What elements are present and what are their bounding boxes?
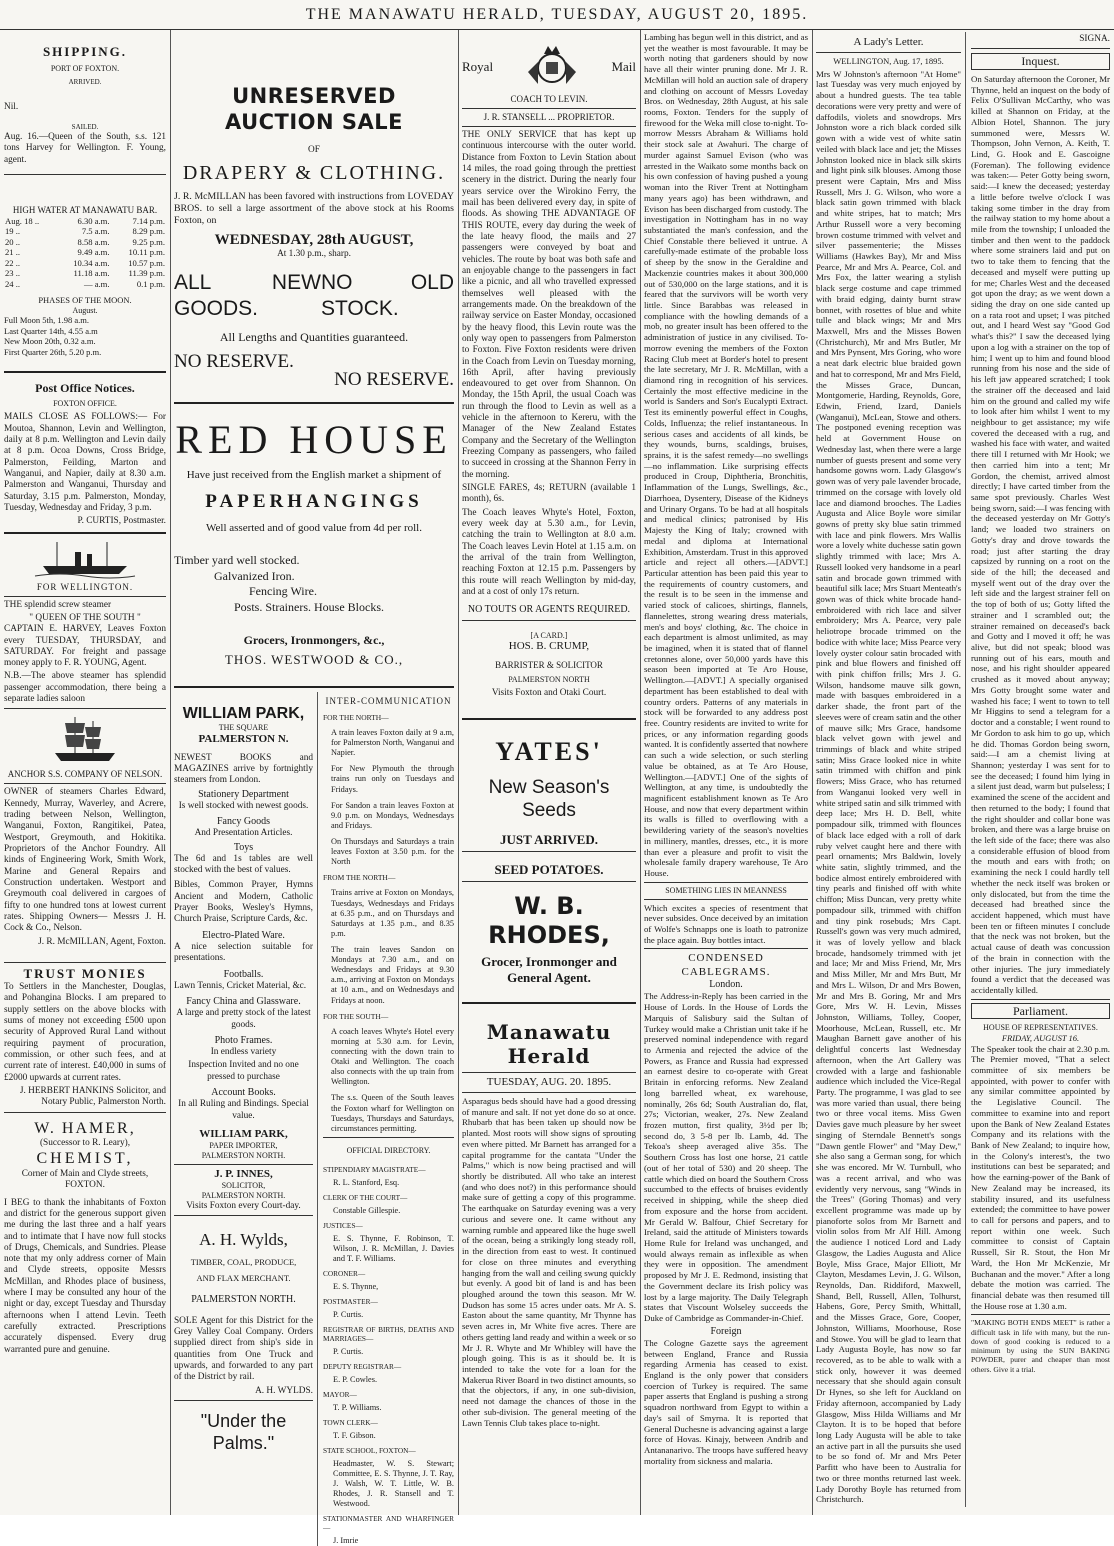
meanness-text: Which excites a species of resentment that never subsides. Once deceived by an imitation of Wolfe's Schnapps one is loath to patronize the place again. Buy bottles intact. — [644, 902, 808, 945]
wp-heading-10: Account Books. — [211, 1087, 276, 1099]
high-water-row — [4, 279, 166, 289]
foreign-heading: Foreign — [710, 1325, 742, 1337]
column-4 — [640, 32, 812, 1512]
ic-text-3: For Sandon a train leaves Foxton at 9.0 p.m. on Mondays, Wednesdays and Fridays. — [331, 800, 454, 830]
auction-of: OF — [308, 145, 320, 156]
directory-entry: REGISTRAR OF BIRTHS, DEATHS AND MARRIAGES— — [323, 1324, 454, 1343]
post-office-text: MAILS CLOSE AS FOLLOWS:— For Moutoa, Shannon, Levin and Wellington, daily at 8 p.m. Wellington and Levin daily at 8 p.m. Ocoa Downs, Cross Bridge, Palmerston, Feilding, Marton and Wanganui, and Napier, daily at 8.30 a.m. Palmerston and Wanganui, Thursday and Saturday, 3.15 p.m. Palmerston, Monday, Tuesday, Wednesday and Friday, 3 p.m. — [4, 412, 166, 513]
directory-entry: R. L. Stanford, Esq. — [333, 1177, 400, 1187]
trust-monies-heading: TRUST MONIES — [23, 966, 147, 982]
directory-entry: J. Imrie — [333, 1535, 359, 1545]
red-house-heading: RED HOUSE — [175, 417, 453, 463]
wp-heading-3: Toys — [233, 841, 254, 853]
high-water-cell: 7.5 a.m. — [81, 226, 110, 237]
hamer-heading: W. HAMER, — [34, 1119, 136, 1137]
william-park-heading: WILLIAM PARK, — [182, 704, 305, 722]
royal-mail-header — [462, 42, 636, 92]
directory-entry: T. P. Williams. — [333, 1402, 382, 1412]
directory-entry: Constable Gillespie. — [333, 1205, 401, 1215]
wylds-trade: TIMBER, COAL, PRODUCE, — [190, 1256, 297, 1267]
william-park-town: PALMERSTON N. — [198, 733, 289, 746]
steamer-note: N.B.—The above steamer has splendid passenger accommodation, there being a separate ladies saloon — [4, 671, 166, 705]
meanness-heading: SOMETHING LIES IN MEANNESS — [665, 885, 787, 895]
steamer-name: " QUEEN OF THE SOUTH " — [29, 612, 141, 623]
masthead — [0, 0, 1114, 30]
local-news-continued: Lambing has begun well in this district, and as yet the weather is most favourable. It may be worth noting that gardeners should by now have all their winter pruning done. Mr J. R. McMillan will hold an auction sale of drapery and clothing on account of Messrs Loveday Bros. on Wednesday, 28th August, at his sale rooms, Foxton. Tenders for the supply of firewood for the Weka mill close to-night. To-morrow Messrs Abraham & Williams hold their stock sale at Awahuri. The charge of murder against Samuel Evison (who was arrested in the Waikato some months back on his own confession of having pushed a young woman into the River Trent at Nottingham many years ago) has been withdrawn, and Evison has been discharged from custody. The investigation in Nottingham has in no way substantiated the man's confession, and the Chief Constable there believed it untrue. A carefully-made estimate of the probable loss of sheep by the snow in the Geraldine and Mackenzie countries makes it about 300,000 out of 530,000 on the large stations, and it is feared that the survivors will be worth very little. Since Barabbas was released in compliance with the howling demands of a mob, no greater insult has been offered to the administration of justice in any civilised. To-morrow evening the members of the Foxton Racing Club meet at Border's hotel to present the late secretary, Mr J. R. McMillan, with a diamond ring in recognition of his services. Certainly the most effective medicine in the world is Sanders and Son's Eucalypti Extract. Test its eminently powerful effect in Coughs, Colds, Influenza; the relief instantaneous. In serious cases and accidents of all kinds, be they wounds, burns, scaldings, bruises, sprains, it is the safest remedy—no swellings—no inflammation. Like surprising effects produced in Croup, Diphtheria, Bronchitis, Inflammation of the Lungs, Swellings, &c., Diarrhoea, Dysentery, Disease of the Kidneys and Urinary Organs. To be had at all hospitals and medical clinics; patronised by His Majesty the King of Italy; crowned with medal and diploma at International Exhibition, Amsterdam. Trust in this approved article and reject all others.—[ADVT.] Particular attention has been paid this year to the requirements of country customers, and the result is to be seen in the immense and varied stock of calicoes, shirtings, flannels, flannelettes, strong wearing dress materials, men's and boys' clothing, &c. The choice in each department is almost unlimited, as may be imagined, when it is stated that of flannel cretonnes alone, over 50,000 yards have this season been imported at Te Aro House, Wellington.—[ADVT.] A specially organised department has been established to deal with country orders. Patterns of any materials in stock will be forwarded to any address post free. Country residents are invited to write for prices, or any information regarding goods wanted. It is confidently asserted that nowhere can such a wide selection, or such sterling value be obtained, as at Te Aro House, Wellington.—[ADVT.] One of the sights of Wellington, at any time, is undoubtedly the magnificent establishment known as Te Aro House, and now that every department within its walls is filled to overflowing with a bewildering variety of the season's novelties in millinery, mantles, dresses, etc., it is more than ever a pleasure and profit to visit the wholesale family drapery warehouse, Te Aro House. — [644, 32, 808, 879]
high-water-row — [4, 258, 166, 268]
high-water-cell: 10.57 p.m. — [128, 257, 165, 268]
from-the-north-heading: FROM THE NORTH— — [323, 873, 396, 883]
ic-text-2: For New Plymouth the through trains run only on Tuesdays and Fridays. — [331, 764, 454, 794]
royal-label: Royal — [462, 59, 494, 75]
official-directory-heading: OFFICIAL DIRECTORY. — [346, 1145, 431, 1155]
high-water-cell: Aug. 18 .. — [5, 215, 40, 226]
wp-text-9: Inspection Invited and no one pressed to purchase — [188, 1060, 299, 1082]
high-water-cell: 24 .. — [5, 278, 21, 289]
column-5 — [812, 32, 1114, 1512]
wp-heading-7: Fancy China and Glassware. — [186, 996, 301, 1008]
lengths-label: All Lengths and Quantities guaranteed. — [219, 329, 409, 344]
parliament-text: The Speaker took the chair at 2.30 p.m. The Premier moved, "That a select committee of six members be appointed, with power to confer with any similar committee appointed by the Legislative Council. The committee to examine into and report upon the Bank of New Zealand Estates Company and its relations with the Bank of New Zealand; to inquire how, in the Colony's interest's, the two institutions can best be separated; and how the earning-power of the Bank of New Zealand may be increased, its stability insured, and its usefulness extended; the committee to have power to call for persons and papers, and to report within one week. Such committee to consist of Captain Russell, Sir R. Stout, the Hon Mr Ward, the Hon Mr McKenzie, Mr Buchanan and the mover." After a long debate the motion was carried. The financial debate was then resumed till the House rose at 1.30 a.m. — [971, 1043, 1110, 1311]
ic-text-1: A train leaves Foxton daily at 9 a.m, for Palmerston North, Wanganui and Napier. — [331, 727, 454, 758]
ic-text-6: The train leaves Sandon on Mondays at 7.30 a.m., and on Wednesdays and Fridays at 9.30 a.m., arriving at Foxton on Mondays at 10 a.m., and on Wednesdays and Fridays at noon. — [331, 944, 454, 1005]
directory-entry: Headmaster, W. S. Stewart; Committee, E. S. Thynne, J. T. Ray, J. Walsh, W. T. Little, W. B. Rhodes, J. R. Stansell and T. Westwood. — [333, 1458, 454, 1509]
ic-text-8: The s.s. Queen of the South leaves the Foxton wharf for Wellington on Tuesdays, Thursdays and Saturdays, circumstances permitting. — [331, 1093, 454, 1133]
william-park-square: THE SQUARE — [218, 723, 269, 733]
wylds-town: PALMERSTON NORTH. — [191, 1293, 296, 1305]
high-water-cell: 10.34 a.m. — [73, 257, 110, 268]
high-water-cell: 6.30 a.m. — [77, 215, 110, 226]
high-water-row — [4, 237, 166, 247]
red-house-price: Well asserted and of good value from 4d per roll. — [206, 521, 422, 534]
card-label: [A CARD.] — [530, 630, 568, 640]
mail-label: Mail — [611, 59, 636, 75]
anchor-heading: ANCHOR S.S. COMPANY OF NELSON. — [7, 769, 163, 780]
moon-heading: PHASES OF THE MOON. — [38, 295, 132, 306]
masthead-title: THE MANAWATU HERALD, TUESDAY, AUGUST 20, 1895. — [305, 6, 809, 23]
high-water-cell: 9.25 p.m. — [132, 236, 165, 247]
auction-time: At 1.30 p.m., sharp. — [277, 249, 351, 260]
coach-fares: SINGLE FARES, 4s; RETURN (available 1 month), 6s. — [462, 483, 636, 505]
sun-baking-powder-ad: "MAKING BOTH ENDS MEET" is rather a difficult task in life with many, but the run-down of good cooking is reduced to a minimum by using the SUN BAKING POWDER, purer and cheaper than most others. Give it a trial. — [971, 1318, 1110, 1374]
high-water-cell: 0.1 p.m. — [136, 278, 165, 289]
wp-text-8: In endless variety — [210, 1047, 277, 1058]
high-water-cell: 8.58 a.m. — [77, 236, 110, 247]
directory-entry: STATE SCHOOL, FOXTON— — [323, 1445, 416, 1455]
lady-letter-text: Mrs W Johnston's afternoon "At Home" last Tuesday was very much enjoyed by about a hundred guests. The tea table decorations were very pretty and were of daffodils, violets and snowdrops. Mrs Johnston wore a rich black corded silk gown with a wide vest of white satin veiled with black lace and jet; the Misses Johnston looked nice in black silk skirts and light pink silk blouses. Among those present were Captain, Mrs and Miss Russell, Mrs J. G. Wilson, who wore a black satin gown trimmed with black and white stripes, hat to match; Mrs Arthur Russell wore a very becoming brown costume trimmed with velvet and silver passementerie; the Misses Williams (Hawkes Bay), Mr and Miss Pearce, Mr and Mrs A. Pearce, Col. and Mrs Fox, the latter wearing a stylish black serge costume and cape trimmed with braid edging, dainty burnt straw bonnet, with rosettes of blue and white tulle and black wings; Mr and Mrs Maxwell, Mrs and the Misses Bowen (Christchurch), Mr and Mrs Butler, Mr and Mrs Pynsent, Mrs Goring, who wore a neat dark electric blue braided gown and hat to correspond, Mr and Mrs Field, the Misses Grace, Duncan, Montgomerie, Harding, Reynolds, Gore, Edwin, Friend, Izard, Daniels (Wanganui), McLean, Stowe and others. The postponed evening reception was held at Government House on Wednesday last, when there were a large number of guests present and some very handsome gowns worn. Lady Glasgow's gown was of very pale lavender brocade, trimmed on the corsage with lovely old lace and diamond brooches. The Ladies Augusta and Alice Boyle wore similar gowns of pretty sky blue satin trimmed with lace and pink flowers. Mrs Wallis wore a lovely white duchesse satin gown slightly trimmed with lace; Mrs A. Russell looked very handsome in a pearl satin and brocade gown trimmed with beautiful silk lace; Mrs Stuart Menteath's gown was of thick white brocade hand-embroidered with rich lace and silver embroidery; Mrs A. Pearce, very pale heliotrope brocade trimmed on the bodice with white lace; Miss Pearce very lovely oyster colour satin brocaded with pink and blue flowers and finished off with pink chiffon frills; Mrs J. G. Wilson, handsome mauve silk gown, made with basques embroidered in a darker shade, the front part of the sleeves were of cream satin and the other of mauve silk; Mrs Grace, handsome black velvet gown with jewel and trimmings of black and white striped satin; Miss Grace looked nice in white satin trimmed with chiffon and pink flowers; Miss Grace, who has returned from Wanganui looked very well in white striped satin and silk trimmed with deep lace; Mrs H. D. Bell, white pompadour silk, trimmed with flounces of black lace edged with a roll of dark ruby velvet caught here and there with pearl ornaments; Mrs Baldwin, lovely white satin, slightly trimmed, and the bodice almost entirely embroidered with tiny pearls and finished off with white chiffon; Miss Duncan, very pretty white pompadour silk, trimmed with chiffon and tiny pink rosebuds; Mrs Capt. Russell's gown was very much admired, it was of lovely yellow and black brocade, handsomely trimmed with jet and lace; Mr and Miss Friend, Mr, Mrs and Miss Miller, Mr and Mrs Butt, Mr and Mrs L. Wilson, Dr and Mrs Bowen, Mr and Mrs B. Goring, Mr and Mrs Gore, Mrs W. H. Levin, Misses Johnston, Williams, Tolley, Cooper, Moorhouse, McLean, Russell, etc. Mr Maughan Barnett gave another of his delightful concerts last Wednesday afternoon, when the Art Gallery was crowded with a large and fashionable audience which included the Vice-Regal Party. The programme, I was glad to see was more varied than usual, there being two or three vocal items. Miss Gwen Davies gave much pleasure by her sweet singing of Sterndale Bennett's songs "Dawn gentle Flower" and "May Dew," she also sang a German song, for which she was encored. Mr W. Turnbull, who was a recent arrival, and who was evidently very nervous, sang "Winds in the Trees" (Goring Thomas) and very excellent programme was made up by pianoforte solos from Mr Barnett and violin solos from Mr Alf Hill. Among the audience I noticed Lord and Lady Glasgow, the Ladies Augusta and Alice Boyle, Miss Grace, Major Elliott, Mr Clayton, Mesdames Levin, J. G. Wilson, Reynolds, Dan. Riddiford, Maxwell, Shand, Bell, Russell, Allen, Tolhurst, Habens, Gore, Percy Smith, Whittall, and the Misses Grace, Gore, Cooper, Johnston, Williams, Moorhouse, Rose and Stowe. You will be glad to learn that Lady Augusta Boyle, has now so far recovered, as to be able to walk with a stick only, however it was deemed necessary that she should again consult Dr Hynes, so she left for Auckland on Friday afternoon, accompanied by Lady Glasgow, Miss Hilda Williams and Mr Clayton. It is to be hoped that before long Lady Augusta will be able to take an active part in all the pursuits she used to be so fond of. Mr and Mrs Peter Parfitt who have been to Australia for two or three months returned last week. Lady Dorothy Boyle has returned from Christchurch. — [816, 68, 961, 1505]
william-park-ad — [174, 692, 318, 1546]
directory-entry: CLERK OF THE COURT— — [323, 1192, 408, 1202]
wp-text-3: The 6d and 1s tables are well stocked with the best of values. — [174, 853, 313, 876]
steamer-text: CAPTAIN E. HARVEY, Leaves Foxton every TUESDAY, THURSDAY, and SATURDAY. For freight and passage money apply to F. R. YOUNG, Agent. — [4, 624, 166, 669]
ic-text-7: A coach leaves Whyte's Hotel every morning at 5.30 a.m. for Levin, connecting with the down train to Otaki and Wellington. The coach also connects with the up train from Wellington. — [331, 1026, 454, 1087]
under-the-palms: "Under the Palms." — [200, 1411, 287, 1453]
for-the-north-heading: FOR THE NORTH— — [323, 712, 389, 722]
moon-phases — [4, 315, 166, 356]
seeds-heading: New Season's Seeds — [488, 776, 610, 821]
shipping-heading: SHIPPING. — [42, 44, 128, 59]
directory-entry: P. Curtis. — [333, 1309, 364, 1319]
steamer-intro: THE splendid screw steamer — [4, 599, 112, 610]
inquest-text: On Saturday afternoon the Coroner, Mr Thynne, held an inquest on the body of Felix O'Sullivan McCarthy, who was killed at Shannon on Friday, at the Albion Hotel, Shannon. The jury summoned were, Messrs W. Thompson, John Vernon, A. Keith, T. Lind, G. Hook and E. Gascoigne (Foreman). The following evidence was taken:— Peter Gotty being sworn, said:—I knew the deceased; yesterday a little before twelve o'clock I was taking some timber in the dray from the railway station to my home about a mile from the township; I unloaded the timber and then went to the paddock where some strainers laid and put on two to take them to fencing that the deceased and myself were putting up for me; Charles West and the deceased got upon the dray; as we went down a siding the dray on one side canted up on a rata root and upset; I was pitched out, and I heard West say "Good God what's this?" I saw the deceased lying upon a log with a strainer on the top of him; I went up to him and found blood running from his nose and the side of his left jaw appeared scratched; I took the strainer off the deceased and laid him on the ground and called my wife to look after him whilst I went to my neighbour to get assistance; my wife covered the deceased with a rug, and washed his face with water, and waited there till I returned with Mr Hook; we then carried him into a tent; Mr Gordon, the chemist, arrived almost directly; I have carted timber from the same spot previously. Charles West being sworn, said:—I was fencing with the deceased yesterday on Mr Gotty's land; we loaded two strainers on Gotty's dray and drove towards the road; just after starting the dray capsized by running on a root on the side of the hill; the deceased and myself went out of the dray over the left side and the largest strainer fell on the top of both of us; Gotty lifted the strainer and I scrambled out; the strainer remained on deceased's back and Gotty and I moved it off; he was alive, but did not speak; blood was running out of his ears, mouth and nose, and his right shoulder appeared crushed as it moved about anyway; Mrs Gotty brought some water and washed his face; I went to town to tell Mr Higgins to send a telegram for a doctor and a constable; I went round to Mr Gordon to ask him to go up, which he did. Thomas Gordon being sworn, said:—I am a chemist living at Shannon; yesterday I was sent for to see the deceased; I found him lying in a silent just dead, warm but pulseless; I examined the scene of the accident and then returned to the body; I found that the right shoulder and collar bone was broken, and there was a large bruise on the left side of the face; there was also a considerable effusion of blood from the mouth and ears with froth; on examining the neck I could hardly tell whether the neck itself was broken or only dislocated, but from the time the deceased had breathed since the accident happened, which must have been ten or fifteen minutes I conclude that the neck was not broken, but the actual cause of death was concussion of the brain in connection with the other injuries. The jury immediately found a verdict that the deceased was accidentally killed. — [971, 73, 1110, 996]
directory-entry: DEPUTY REGISTRAR— — [323, 1361, 402, 1371]
high-water-cell: 20 .. — [5, 236, 21, 247]
innes-visits: Visits Foxton every Court-day. — [186, 1200, 301, 1211]
high-water-row — [4, 216, 166, 226]
anchor-signature: J. R. McMILLAN, Agent, Foxton. — [38, 936, 166, 947]
timber-line-4: Posts. Strainers. House Blocks. — [234, 599, 384, 614]
wp-signature-3: PALMERSTON NORTH. — [201, 1151, 286, 1161]
directory-entry: P. Curtis. — [333, 1346, 364, 1356]
directory-entry: TOWN CLERK— — [323, 1417, 378, 1427]
anchor-text: OWNER of steamers Charles Edward, Kennedy, Murray, Waverley, and Acrere, trading between Nelson, Wellington, Wanganui, Foxton, Rangitikei, Patea, Westport, Greymouth, and Hokitika. Proprietors of the Anchor Foundry. All kinds of Engineering Work, Smith Work, Marine and General Repairs and Construction undertaken. Westport and Greymouth coal delivered in cargoes of fifty to one hundred tons at lowest current rates. Shipping Owners— Messrs J. H. Cock & Co., Nelson. — [4, 787, 166, 934]
ic-text-5: Trains arrive at Foxton on Mondays, Tuesdays, Wednesdays and Fridays at 6.35 p.m., and on Thursdays and Saturdays at 1.35 p.m., and 8.35 p.m. — [331, 888, 454, 938]
auction-text: J. R. McMILLAN has been favored with instructions from LOVEDAY BROS. to sell a large assortment of the above stock at his Rooms Foxton, on — [174, 190, 454, 226]
royal-crest-icon — [522, 42, 582, 92]
westwood-label: THOS. WESTWOOD & CO., — [224, 652, 404, 667]
coach-text-2: The Coach leaves Whyte's Hotel, Foxton, every week day at 5.30 a.m., for Levin, catching the train to Wellington at 8.0 a.m. The Coach leaves Levin Hotel at 1.15 a.m. on the arrival of the train from Wellington, reaching Foxton at 12.15 p.m. Passengers by this route will reach Wellington by mid-day, and at a cost of only 17s return. — [462, 507, 636, 598]
directory-entry: MAYOR— — [323, 1389, 357, 1399]
trust-monies-text: To Settlers in the Manchester, Douglas, and Pohangina Blocks. I am prepared to supply settlers on the above blocks with sums of money not exceeding £500 upon security of Approved Rural Land without requiring payment of procuration, commission, or other such fees, and at current rate of interest. £40,000 in sums of £2000 upwards at current rates. — [4, 981, 166, 1083]
sailed-heading: SAILED. — [71, 123, 99, 132]
high-water-heading: HIGH WATER AT MANAWATU BAR. — [12, 204, 158, 215]
coach-text: THE ONLY SERVICE that has kept up continuous intercourse with the outer world. Distance from Foxton to Levin Station about 14 miles, the road going through the prettiest scenery in the district. During the nearly four years service over the Wirokino Ferry, the mail has been delivered every day, in spite of floods. As showing THE ADVANTAGE OF THIS ROUTE, every day during the week of the late heavy flood, the mails and 27 passengers were conveyed by boat and vehicles. The route by boat was both safe and an enjoyable change to the passengers in fact like a picnic, and all who travelled expressed themselves well pleased with the arrangements made. On the breakdown of the railway service on Easter Monday, occasioned by the heavy flood, this Levin route was the only way open to passengers from Palmerston to Foxton. Five Foxton residents were driven in the Coach from Levin on Tuesday morning, 16th April, after having previously endeavoured to get over from Shannon. On Monday, the 15th April, the usual Coach was run through the flood to Levin as well as a vehicle in the afternoon to Kereru, with the Manager of the New Zealand Estates Company and the Secretary of the Wellington Freezing Company as passengers, who failed to succeed in crossing at the Shannon Ferry in the morning. — [462, 129, 636, 480]
moon-month: August. — [72, 305, 98, 315]
high-water-cell: — a.m. — [83, 278, 110, 289]
cablegrams-heading: CONDENSED CABLEGRAMS. — [681, 952, 771, 978]
yates-heading: YATES' — [495, 736, 603, 766]
wp-text-10: In all Ruling and Bindings. Special value. — [178, 1099, 309, 1121]
paperhangings-heading: PAPERHANGINGS — [205, 491, 423, 513]
timber-line-3: Fencing Wire. — [249, 584, 317, 599]
red-house-sub: Have just received from the English market a shipment of — [186, 469, 442, 482]
high-water-cell: 21 .. — [5, 247, 21, 258]
wp-heading-5: Electro-Plated Ware. — [202, 929, 285, 941]
rhodes-heading: W. B. RHODES, — [488, 891, 610, 949]
wylds-merchant: AND FLAX MERCHANT. — [196, 1273, 291, 1284]
no-touts: NO TOUTS OR AGENTS REQUIRED. — [467, 604, 631, 616]
inter-communication — [318, 692, 454, 1546]
inquest-heading: Inquest. — [971, 53, 1110, 70]
high-water-row — [4, 226, 166, 236]
lady-letter-date: WELLINGTON, Aug. 17, 1895. — [833, 56, 944, 67]
high-water-cell: 10.11 p.m. — [128, 247, 165, 258]
high-water-row — [4, 268, 166, 278]
moon-phase-item: First Quarter 26th, 5.20 p.m. — [4, 346, 102, 357]
for-wellington-heading: FOR WELLINGTON. — [36, 581, 134, 592]
london-text: The Address-in-Reply has been carried in the House of Lords. In the House of Lords the Marquis of Salisbury said the Sultan of Turkey would make a Christian unit take if he preserved nominal independence with regard to Armenia and rejected the advice of the Powers, as France and Russia had expressed an earnest desire to co-operate with Great Britain in enforcing reforms. New Zealand long barrelled wheat, ex warehouse, nominally, 26s 6d; South Australian do, flat, 27s; Victorian, weaker, 27s. New Zealand frozen mutton, first quality, 3½d per lb; second do, 3 5-8 per lb. Lamb, 4d. The Tekoa's sheep averaged alive 35s. The Southern Cross has lost one horse, 21 cattle (out of her total of 530) and 20 sheep. The cattle which died on board the Southern Cross succumbed to the effects of bruises evidently received in shipping, while the sheep died from exposure and the horse from accident. Mr Gerald W. Balfour, Chief Secretary for Ireland, said the attitude of Ministers towards Home Rule for Ireland was unchanged, and would always remain as inflexible as when they were in opposition. The amendment proposed by Mr J. E. Redmond, insisting that the Government declare its Irish policy was lost by a large majority. The Daily Telegraph states that Viscount Wolseley succeeds the Duke of Cambridge as Commander-in-Chief. — [644, 991, 808, 1323]
wp-heading-8: Photo Frames. — [214, 1034, 273, 1046]
high-water-table — [4, 216, 166, 289]
high-water-cell: 11.39 p.m. — [128, 268, 165, 279]
crump-town: PALMERSTON NORTH — [508, 674, 590, 684]
innes-heading: J. P. INNES, — [214, 1167, 273, 1180]
parliament-date: FRIDAY, AUGUST 16. — [1001, 1033, 1080, 1044]
crump-title: BARRISTER & SOLICITOR — [495, 659, 603, 670]
no-reserve-1: NO RESERVE. — [174, 351, 294, 373]
arrived-heading: ARRIVED. — [68, 77, 102, 86]
directory-entry: E. S. Thynne, F. Robinson, T. Wilson, J. R. McMillan, J. Davies and T. F. Williams. — [333, 1233, 454, 1263]
wp-text-4: Bibles, Common Prayer, Hymns Ancient and Modern, Catholic Prayer Books, Wesley's Hymns, Church Praise, Scripture Cards, &c. — [174, 880, 313, 925]
wp-text-5: A nice selection suitable for presentations. — [174, 941, 313, 964]
seed-potatoes: SEED POTATOES. — [494, 861, 604, 877]
high-water-cell: 19 .. — [5, 226, 21, 237]
high-water-cell: 7.14 p.m. — [132, 215, 165, 226]
auction-heading: UNRESERVED AUCTION SALE — [224, 84, 404, 134]
moon-phase-item: Last Quarter 14th, 4.55 a.m — [4, 325, 98, 336]
foreign-text: The Cologne Gazette says the agreement between England, France and Russia regarding Armenia has ceased to exist. England is the only power that considers coercion of Turkey is required. The same paper asserts that England is pushing a strong squadron northward from Egypt to within a day's sail of Smyrna. It is reported that General Duchesne is advancing against a large force of Hovas. Kinajy, between Andrib and Antananarivo. The troops have suffered heavy mortality from sickness and malaria. — [644, 1337, 808, 1466]
moon-phase-item: Full Moon 5th, 1.98 a.m. — [4, 315, 90, 326]
wp-signature: WILLIAM PARK, — [199, 1127, 288, 1140]
wp-text-2: And Presentation Articles. — [194, 828, 293, 839]
trust-monies-signature: J. HERBERT HANKINS Solicitor, and Notary Public, Palmerston North. — [19, 1085, 166, 1108]
directory-entry: CORONER— — [323, 1268, 366, 1278]
wp-heading-6: Footballs. — [223, 968, 264, 980]
lady-letter-signature: SIGNA. — [1079, 34, 1110, 44]
parliament-house: HOUSE OF REPRESENTATIVES. — [983, 1023, 1098, 1033]
hamer-text: I BEG to thank the inhabitants of Foxton and district for the generous support given me during the last three and a half years and to intimate that I have now full stocks of Drugs, Chemicals, and Sundries. Please note that my only address corner of Main and Clyde streets, opposite Messrs McMillan, and Rhodes place of business, where I may be consulted any hour of the night or day, except Tuesday and Thursday afternoons when I attend Levin. Teeth carefully extracted. Prescriptions accurately dispensed. Every drug warranted pure and genuine. — [4, 1197, 166, 1355]
rhodes-trade: Grocer, Ironmonger and General Agent. — [481, 954, 617, 985]
directory-entry: STATIONMASTER AND WHARFINGER— — [323, 1514, 454, 1533]
wp-signature-2: PAPER IMPORTER, — [209, 1141, 278, 1151]
high-water-cell: 9.49 a.m. — [77, 247, 110, 258]
wp-text-6: Lawn Tennis, Cricket Material, &c. — [174, 980, 307, 991]
parliament-heading: Parliament. — [971, 1003, 1110, 1020]
local-news-text: Asparagus beds should have had a good dressing of manure and salt. If not yet done do so at once. Rhubarb that has been taken up should now be planted. Most roots will show signs of sprouting even where pitted. Mr Barnett has arranged for a capital programme for the cantata "Under the Palms," which is now being practised and will shortly be distributed. All who take an interest (and who does not?) in this performance should make sure of getting a copy of this programme. The earthquake on Saturday evening was a very curious and severe one. It came without any warning rumble and appeared like the huge swell of the ocean, being a strikingly long steady roll, in the direction from east to west. It continued for close on three minutes and everything hanging from the wall and ceiling swung quickly but evenly. A good bit of land is and has been ploughed around the town this season. Mr W. Dudson has some 15 acres under oats. Mr A. S. Easton about the same quantity, Mr Thynne has seven acres in, Mr White five acres. There are others getting land ready and within a week or so Mr J. R. Whyte and Mr Whibley will have the plough going. This is as it should be. It is intended to take the vote for a loan for the Makerua River Board in two distinct amounts, so that the objectors, if any, in one sub-division, need not damage the chances of those in the other sub-division. The general meeting of the Lawn Tennis Club takes place to-night. — [462, 1096, 636, 1428]
wp-text-7: A large and pretty stock of the latest goods. — [176, 1008, 311, 1030]
grocers-label: Grocers, Ironmongers, &c., — [243, 633, 385, 648]
sailing-ship-icon — [35, 713, 135, 765]
no-reserve-row — [174, 350, 454, 394]
official-directory-list — [323, 1166, 454, 1546]
herald-heading: Manawatu Herald — [486, 1019, 612, 1069]
wp-heading-1: Stationery Department — [198, 788, 289, 800]
directory-entry: STIPENDIARY MAGISTRATE— — [323, 1164, 426, 1174]
just-arrived: JUST ARRIVED. — [499, 831, 598, 847]
arrived-nil: Nil. — [4, 102, 19, 113]
timber-line-1: Timber yard well stocked. — [174, 553, 300, 567]
high-water-cell: 23 .. — [5, 268, 21, 279]
william-park-text: NEWEST BOOKS and MAGAZINES arrive by fortnightly steamers from London. — [174, 752, 313, 786]
crump-heading: HOS. B. CRUMP, — [508, 640, 590, 653]
lady-letter-heading: A Lady's Letter. — [853, 36, 924, 48]
innes-title: SOLICITOR, — [221, 1181, 266, 1191]
ic-text-4: On Thursdays and Saturdays a train leaves Foxton at 3.50 p.m. for the North — [331, 836, 454, 867]
directory-entry: JUSTICES— — [323, 1220, 363, 1230]
column-2 — [170, 32, 458, 1545]
directory-entry: E. P. Cowles. — [333, 1374, 378, 1384]
no-old-stock-label: NO OLD STOCK. — [320, 271, 454, 320]
column-3 — [458, 32, 640, 1512]
directory-entry: E. S. Thynne, — [333, 1281, 379, 1291]
wp-heading-2: Fancy Goods — [216, 816, 271, 828]
wp-text-1: Is well stocked with newest goods. — [178, 800, 309, 811]
directory-entry: POSTMASTER— — [323, 1296, 378, 1306]
goods-row — [174, 270, 454, 321]
post-office-sub: FOXTON OFFICE. — [53, 398, 117, 408]
new-goods-label: ALL NEW GOODS. — [174, 271, 321, 320]
post-office-signature: P. CURTIS, Postmaster. — [77, 516, 166, 527]
coach-heading: COACH TO LEVIN. — [510, 94, 588, 104]
wylds-text: SOLE Agent for this District for the Grey Valley Coal Company. Orders supplied direct from ship's side in quantities from One Truck and upwards, and forwarded to any part of the District by rail. — [174, 1315, 313, 1383]
london-heading: London. — [709, 979, 743, 991]
crump-visits: Visits Foxton and Otaki Court. — [491, 688, 607, 699]
high-water-cell: 11.18 a.m. — [73, 268, 110, 279]
high-water-row — [4, 247, 166, 257]
moon-phase-item: New Moon 20th, 0.32 a.m. — [4, 336, 96, 347]
chemist-heading: CHEMIST, — [36, 1150, 134, 1168]
port-heading: PORT OF FOXTON. — [50, 63, 120, 73]
timber-line-2: Galvanized Iron. — [214, 568, 295, 583]
steamer-icon — [35, 538, 135, 578]
high-water-cell: 8.29 p.m. — [132, 226, 165, 237]
for-the-south-heading: FOR THE SOUTH— — [323, 1011, 389, 1021]
wylds-heading: A. H. Wylds, — [199, 1230, 288, 1250]
post-office-heading: Post Office Notices. — [35, 380, 135, 395]
hamer-address: Corner of Main and Clyde streets, FOXTON. — [21, 1168, 149, 1191]
auction-date: WEDNESDAY, 28th AUGUST, — [214, 231, 414, 248]
hamer-sub: (Successor to R. Leary), — [39, 1138, 131, 1149]
timber-block — [174, 553, 454, 615]
no-reserve-2: NO RESERVE. — [334, 369, 454, 391]
inter-communication-heading: INTER-COMMUNICATION — [325, 695, 452, 706]
innes-town: PALMERSTON NORTH. — [201, 1190, 286, 1200]
wylds-signature: A. H. WYLDS. — [255, 1385, 313, 1396]
drapery-heading: DRAPERY & CLOTHING. — [182, 161, 446, 184]
herald-date: TUESDAY, AUG. 20. 1895. — [486, 1075, 612, 1088]
high-water-cell: 22 .. — [5, 257, 21, 268]
sailed-text: Aug. 16.—Queen of the South, s.s. 121 tons Harvey for Wellington. F. Young, agent. — [4, 132, 166, 165]
directory-entry: T. F. Gibson. — [333, 1430, 376, 1440]
column-1 — [0, 32, 170, 1512]
stansell-proprietor: J. R. STANSELL ... PROPRIETOR. — [483, 111, 615, 122]
